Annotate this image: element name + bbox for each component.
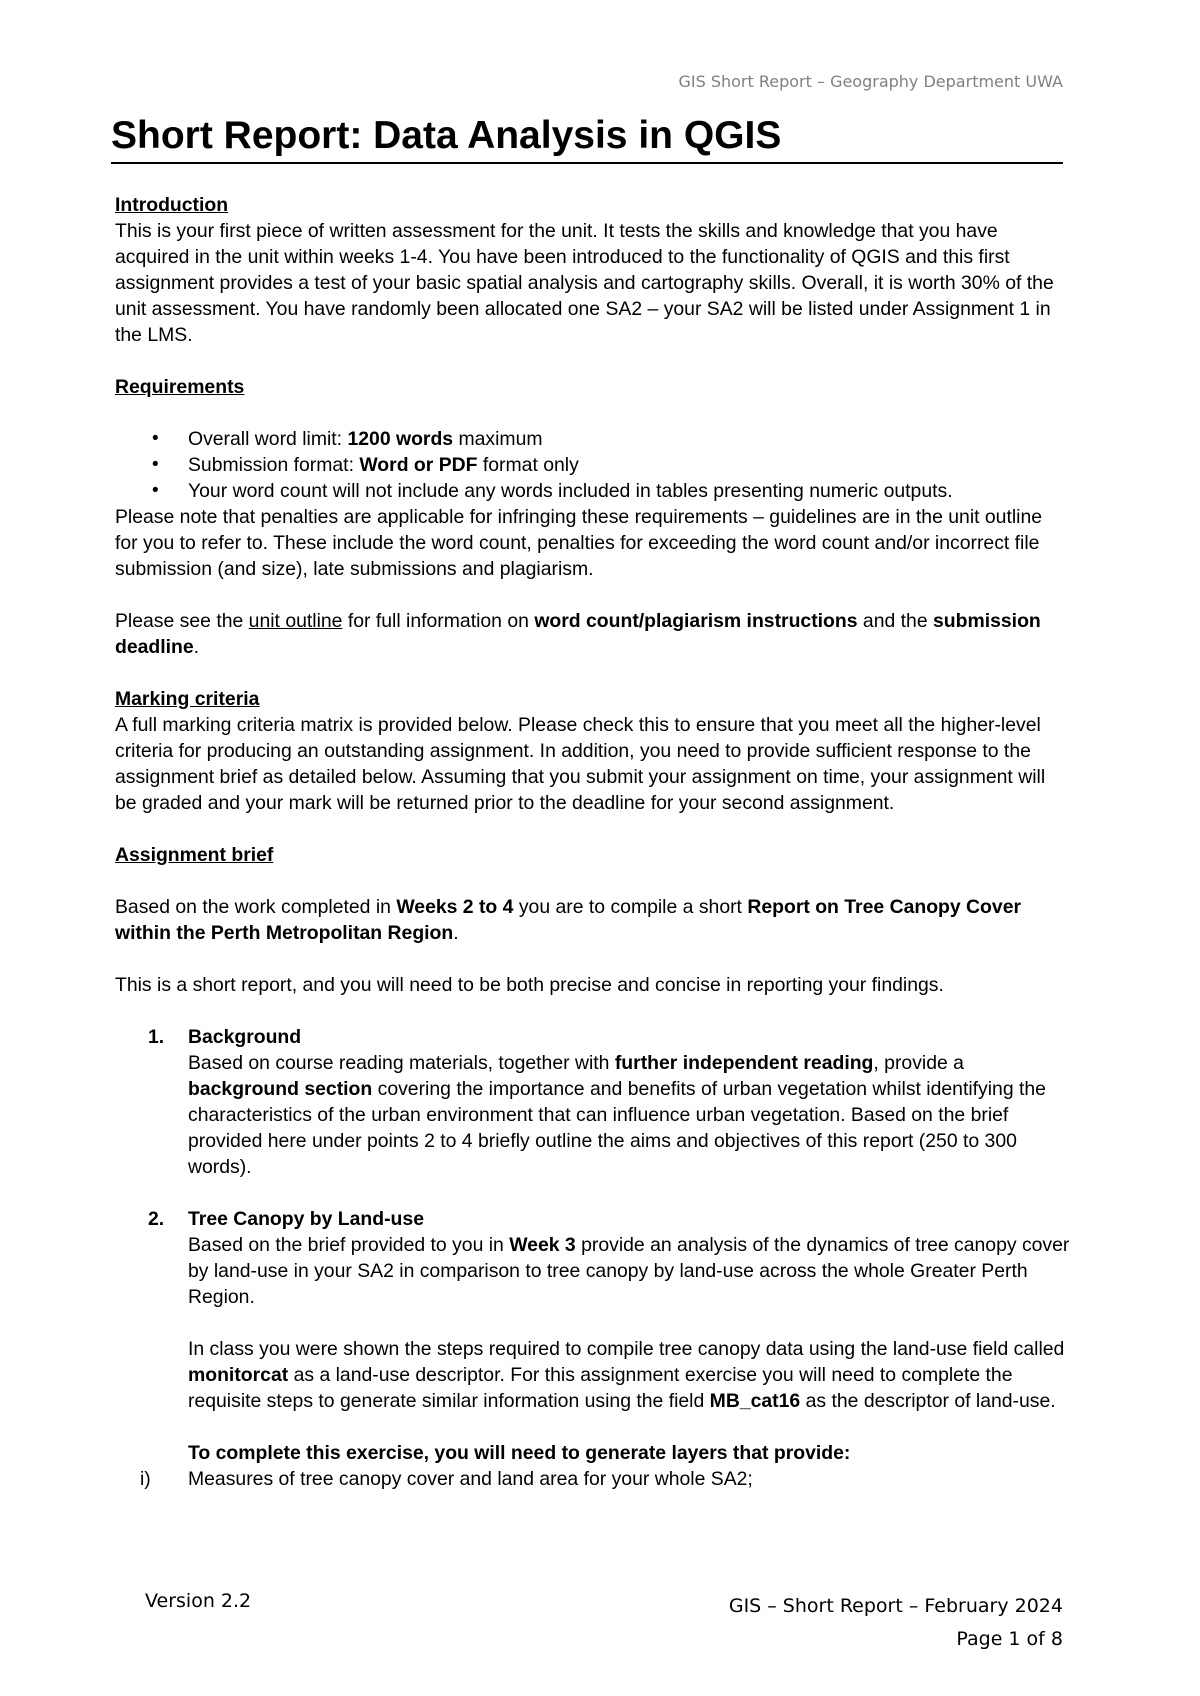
penalties-note: Please note that penalties are applicable for infringing these requirements – guidelines are in the unit outline for you to refer to. These include the word count, penalties for exceeding the word count and/or incorrect file submission (and size), late submissions and plagiarism. — [115, 506, 1043, 580]
marking-heading: Marking criteria — [115, 688, 260, 710]
footer-doc-date: GIS – Short Report – February 2024 — [728, 1595, 1063, 1617]
sub-item-i: i) Measures of tree canopy cover and land area for your whole SA2; — [140, 1468, 753, 1490]
unit-outline-paragraph: Please see the unit outline for full information on word count/plagiarism instructions and the submission deadline. — [115, 610, 1041, 658]
list-item: • Submission format: Word or PDF format only — [115, 452, 1070, 478]
document-body — [115, 192, 1070, 1492]
brief-intro: Based on the work completed in Weeks 2 to 4 you are to compile a short Report on Tree Canopy Cover within the Perth Metropolitan Region. — [115, 896, 1022, 944]
brief-item-tree-canopy: 2. Tree Canopy by Land-use Based on the brief provided to you in Week 3 provide an analysis of the dynamics of tree canopy cover by land-use in your SA2 in comparison to tree canopy by land-use across the whole Greater Perth Region. — [148, 1208, 1070, 1308]
layers-instruction: To complete this exercise, you will need to generate layers that provide: — [188, 1442, 851, 1464]
page-title: Short Report: Data Analysis in QGIS — [111, 112, 1063, 164]
footer-version: Version 2.2 — [145, 1590, 252, 1612]
brief-concise-note: This is a short report, and you will need to be both precise and concise in reporting your findings. — [115, 974, 944, 996]
unit-outline-link[interactable]: unit outline — [248, 610, 343, 632]
marking-text: A full marking criteria matrix is provided below. Please check this to ensure that you meet all the higher-level criteria for producing an outstanding assignment. In addition, you need to provide sufficient response to the assignment brief as detailed below. Assuming that you submit your assignment on time, your assignment will be graded and your mark will be returned prior to the deadline for your second assignment. — [115, 714, 1046, 814]
brief-heading: Assignment brief — [115, 844, 274, 866]
introduction-text: This is your first piece of written assessment for the unit. It tests the skills and knowledge that you have acquired in the unit within weeks 1-4. You have been introduced to the functionality of QGIS and this first assignment provides a test of your basic spatial analysis and cartography skills. Overall, it is worth 30% of the unit assessment. You have randomly been allocated one SA2 – your SA2 will be listed under Assignment 1 in the LMS. — [115, 220, 1054, 346]
monitorcat-paragraph: In class you were shown the steps required to compile tree canopy data using the land-use field called monitorcat as a land-use descriptor. For this assignment exercise you will need to complete the requisite steps to generate similar information using the field MB_cat16 as the descriptor of land-use. — [188, 1338, 1065, 1412]
list-item: • Your word count will not include any words included in tables presenting numeric outputs. — [115, 478, 1070, 504]
page-number: Page 1 of 8 — [956, 1628, 1063, 1650]
requirements-list — [115, 426, 1070, 504]
requirements-heading: Requirements — [115, 376, 245, 398]
running-header: GIS Short Report – Geography Department UWA — [678, 72, 1063, 91]
list-item: • Overall word limit: 1200 words maximum — [115, 426, 1070, 452]
introduction-heading: Introduction — [115, 194, 229, 216]
brief-item-background: 1. Background Based on course reading materials, together with further independent reading, provide a background section covering the importance and benefits of urban vegetation whilst identifying the characteristics of the urban environment that can influence urban vegetation. Based on the brief provided here under points 2 to 4 briefly outline the aims and objectives of this report (250 to 300 words). — [148, 1026, 1046, 1178]
footer-right — [729, 1590, 1063, 1656]
